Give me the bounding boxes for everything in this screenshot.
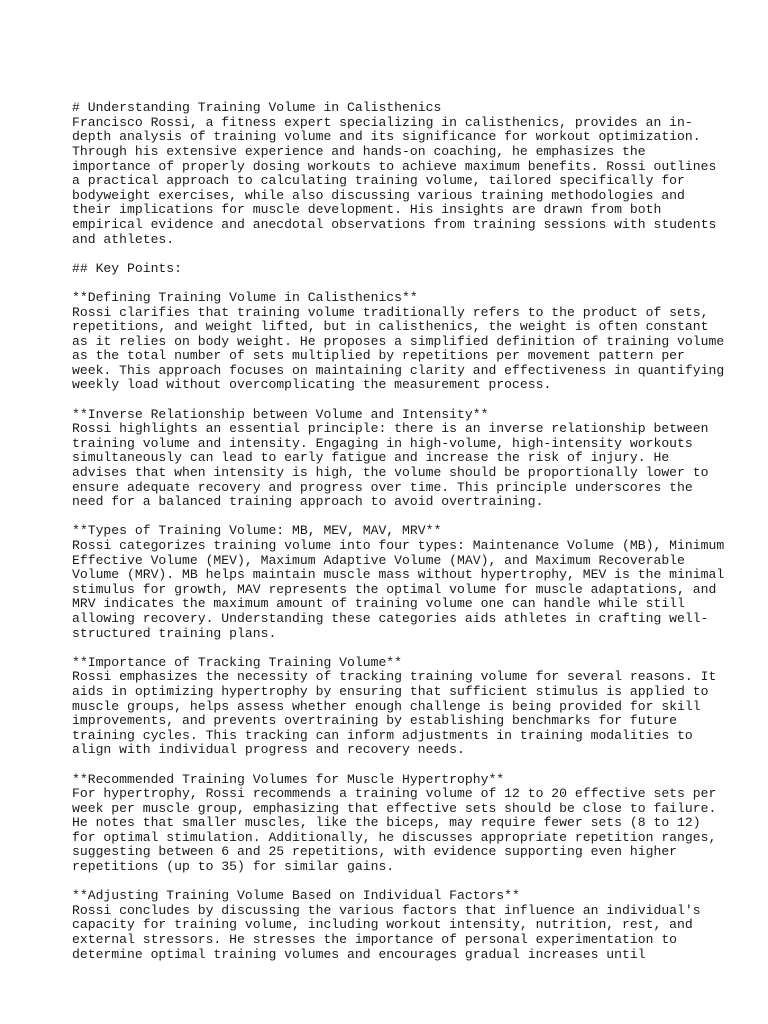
text-line: allowing recovery. Understanding these categories aids athletes in crafting well- <box>72 610 709 626</box>
text-line: capacity for training volume, including workout intensity, nutrition, rest, and <box>72 917 693 933</box>
text-line: Rossi emphasizes the necessity of tracking training volume for several reasons. It <box>72 669 717 685</box>
text-line: weekly load without overcomplicating the measurement process. <box>72 377 552 393</box>
text-line: advises that when intensity is high, the volume should be proportionally lower to <box>72 465 709 481</box>
text-line: week per muscle group, emphasizing that effective sets should be close to failure. <box>72 800 717 816</box>
subheading: **Recommended Training Volumes for Muscle Hypertrophy** <box>72 771 505 787</box>
blank-line <box>72 875 712 890</box>
text-line: training cycles. This tracking can inform adjustments in training modalities to <box>72 727 693 743</box>
text-line: a practical approach to calculating training volume, tailored specifically for <box>72 173 685 189</box>
text-line: Rossi highlights an essential principle: there is an inverse relationship between <box>72 421 709 437</box>
text-line: Volume (MRV). MB helps maintain muscle mass without hypertrophy, MEV is the minimal <box>72 567 725 583</box>
text-line: Rossi categorizes training volume into four types: Maintenance Volume (MB), Minimum <box>72 538 725 553</box>
blank-line <box>72 758 712 773</box>
text-line: align with individual progress and recovery needs. <box>72 742 465 758</box>
text-line: for optimal stimulation. Additionally, he discusses appropriate repetition ranges, <box>72 829 717 845</box>
text-line: ensure adequate recovery and progress over time. This principle underscores the <box>72 479 693 495</box>
text-line: structured training plans. <box>72 625 277 641</box>
text-line: need for a balanced training approach to avoid overtraining. <box>72 494 544 510</box>
text-line: their implications for muscle development. His insights are drawn from both <box>72 202 662 218</box>
text-line: week. This approach focuses on maintaining clarity and effectiveness in quantifying <box>72 362 725 378</box>
text-line: He notes that smaller muscles, like the biceps, may require fewer sets (8 to 12) <box>72 815 701 831</box>
text-line: Rossi concludes by discussing the various factors that influence an individual's <box>72 902 701 918</box>
text-line: as the total number of sets multiplied by repetitions per movement pattern per <box>72 348 685 364</box>
document-text <box>72 100 725 962</box>
text-line: improvements, and prevents overtraining by establishing benchmarks for future <box>72 713 678 729</box>
text-line: Through his extensive experience and hands-on coaching, he emphasizes the <box>72 143 646 159</box>
blank-line <box>72 276 712 291</box>
text-line: Effective Volume (MEV), Maximum Adaptive Volume (MAV), and Maximum Recoverable <box>72 552 685 568</box>
text-line: For hypertrophy, Rossi recommends a training volume of 12 to 20 effective sets per <box>72 786 717 802</box>
text-line: bodyweight exercises, while also discussing various training methodologies and <box>72 187 685 203</box>
text-line: importance of properly dosing workouts to achieve maximum benefits. Rossi outlines <box>72 158 717 174</box>
blank-line <box>72 247 712 262</box>
subheading: **Inverse Relationship between Volume and Intensity** <box>72 406 489 422</box>
text-line: depth analysis of training volume and its significance for workout optimization. <box>72 129 701 145</box>
text-line: simultaneously can lead to early fatigue and increase the risk of injury. He <box>72 450 670 466</box>
text-line: training volume and intensity. Engaging in high-volume, high-intensity workouts <box>72 435 693 451</box>
subheading: **Defining Training Volume in Calisthenics** <box>72 289 418 305</box>
subheading: **Adjusting Training Volume Based on Individual Factors** <box>72 888 520 904</box>
document-page <box>72 72 725 977</box>
subheading: **Types of Training Volume: MB, MEV, MAV, MRV** <box>72 523 442 539</box>
text-line: external stressors. He stresses the importance of personal experimentation to <box>72 932 678 948</box>
text-line: empirical evidence and anecdotal observations from training sessions with students <box>72 216 717 232</box>
text-line: stimulus for growth, MAV represents the optimal volume for muscle adaptations, and <box>72 581 717 597</box>
blank-line <box>72 510 712 525</box>
subheading: **Importance of Tracking Training Volume** <box>72 654 403 670</box>
text-line: muscle groups, helps assess whether enough challenge is being provided for skill <box>72 698 701 714</box>
document-title: # Understanding Training Volume in Calisthenics <box>72 100 442 116</box>
text-line: repetitions (up to 35) for similar gains. <box>72 859 395 875</box>
text-line: and athletes. <box>72 231 175 247</box>
text-line: Francisco Rossi, a fitness expert specializing in calisthenics, provides an in- <box>72 114 693 130</box>
text-line: as it relies on body weight. He proposes a simplified definition of training volume <box>72 333 725 349</box>
blank-line <box>72 393 712 408</box>
text-line: MRV indicates the maximum amount of training volume one can handle while still <box>72 596 685 612</box>
text-line: aids in optimizing hypertrophy by ensuring that sufficient stimulus is applied to <box>72 683 709 699</box>
blank-line <box>72 641 712 656</box>
text-line: suggesting between 6 and 25 repetitions, with evidence supporting even higher <box>72 844 678 860</box>
section-heading: ## Key Points: <box>72 260 183 276</box>
text-line: repetitions, and weight lifted, but in calisthenics, the weight is often constant <box>72 319 709 335</box>
text-line: Rossi clarifies that training volume traditionally refers to the product of sets, <box>72 304 709 320</box>
text-line: determine optimal training volumes and encourages gradual increases until <box>72 946 646 962</box>
